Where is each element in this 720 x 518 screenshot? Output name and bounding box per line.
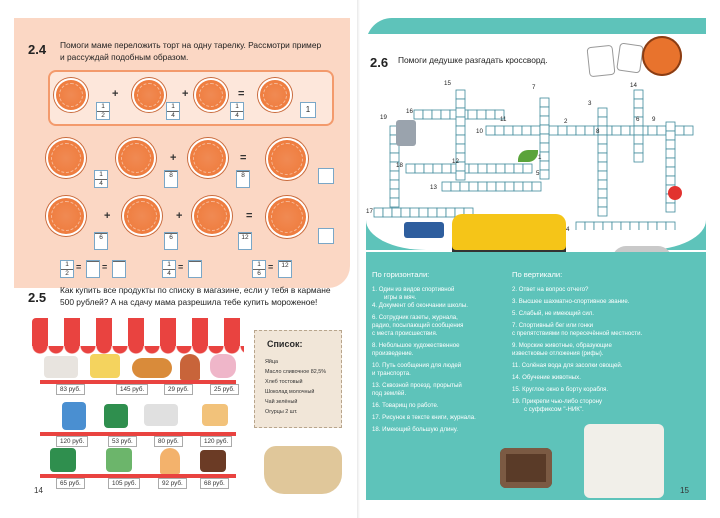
plus-sign: +: [170, 152, 177, 164]
horizontal-clue-line: 8. Небольшое художественное: [372, 342, 460, 349]
fraction-box[interactable]: [86, 260, 100, 278]
vertical-clue-line: 14. Обучение животных.: [512, 374, 581, 381]
crossword-number: 2: [564, 118, 568, 125]
horizontal-clue-line: 1. Один из видов спортивной: [372, 286, 455, 293]
horizontal-clue-line: радио, посылающий сообщения: [372, 322, 464, 329]
pie-icon: [46, 196, 86, 236]
fraction-box[interactable]: [188, 260, 202, 278]
fraction-box[interactable]: 6: [164, 232, 178, 250]
fraction-box[interactable]: 12: [238, 232, 252, 250]
pie-icon: [192, 196, 232, 236]
horizontal-clue-line: 18. Имеющий большую длину.: [372, 426, 458, 433]
calculator-icon: [396, 120, 416, 146]
task-2-6-badge: 2.6: [370, 55, 389, 70]
fraction-box[interactable]: [112, 260, 126, 278]
pie-icon: [188, 138, 228, 178]
answer-box[interactable]: 1: [300, 102, 316, 118]
crossword-number: 19: [380, 114, 387, 121]
shopping-list-item: Хлеб тостовый: [265, 379, 303, 385]
task-2-4-badge: 2.4: [28, 42, 47, 57]
equals-sign: =: [102, 262, 108, 272]
fraction-box[interactable]: 12: [278, 260, 292, 278]
horizontal-title: По горизонтали:: [372, 270, 430, 279]
bread-icon: [132, 358, 172, 378]
price-tag: 53 руб.: [108, 436, 137, 447]
shop-awning: [32, 318, 244, 346]
task-2-5-line2: 500 рублей? А на сдачу мама разрешила тебе купить мороженое!: [60, 296, 318, 307]
pie-icon: [194, 78, 228, 112]
vertical-clue-line: 15. Круглое окно в борту корабля.: [512, 386, 609, 393]
shopping-list-title: Список:: [267, 339, 303, 349]
task-2-5-text: [60, 285, 344, 308]
price-tag: 68 руб.: [200, 478, 229, 489]
fraction-box: $\frac{1}{2}$: [96, 102, 110, 120]
right-page-number: 15: [680, 486, 689, 495]
vertical-clue-line: 11. Солёная вода для засолки овощей.: [512, 362, 623, 369]
paper-note-icon: [616, 42, 644, 73]
price-tag: 120 руб.: [56, 436, 88, 447]
answer-box[interactable]: [318, 228, 334, 244]
vertical-clue-line: 7. Спортивный бег или гонки: [512, 322, 594, 329]
horizontal-clue-line: и транспорта.: [372, 370, 411, 377]
butter-icon: [90, 354, 120, 378]
crossword-number: 6: [636, 116, 640, 123]
price-tag: 65 руб.: [56, 478, 85, 489]
eggs-icon: [144, 404, 178, 426]
plus-sign: +: [176, 210, 183, 222]
green-tea-icon: [50, 448, 76, 472]
fraction-box: $\frac{1}{4}$: [162, 260, 176, 278]
equals-sign: =: [240, 152, 247, 164]
task-2-4-line1: Помоги маме переложить торт на одну тарелку. Рассмотри пример: [60, 40, 322, 50]
pie-icon: [122, 196, 162, 236]
pie-icon: [266, 196, 308, 238]
horizontal-clue-line: 10. Путь сообщения для людей: [372, 362, 462, 369]
bread-icon: [202, 404, 228, 426]
tv-icon: [500, 448, 552, 488]
left-page-number: 14: [34, 486, 43, 495]
shopping-list-item: Огурцы 2 шт.: [265, 409, 298, 415]
cucumber-icon: [106, 448, 132, 472]
crossword-number: 7: [532, 84, 536, 91]
plus-sign: +: [104, 210, 111, 222]
vertical-title: По вертикали:: [512, 270, 563, 279]
crossword-number: 9: [652, 116, 656, 123]
vertical-clue-line: 9. Морские животные, образующие: [512, 342, 612, 349]
price-tag: 105 руб.: [108, 478, 140, 489]
horizontal-clue-line: произведение.: [372, 350, 414, 357]
ice-cream-icon: [160, 448, 180, 474]
pie-icon: [132, 78, 166, 112]
vertical-clue-line: с препятствиями по пересечённой местности.: [512, 330, 643, 337]
equals-sign: =: [76, 262, 82, 272]
vertical-clue-line: с суффиксом "-НИК".: [524, 406, 584, 413]
basketball-icon: [642, 36, 682, 76]
crossword-number: 15: [444, 80, 451, 87]
apple-icon: [668, 186, 682, 200]
equals-sign: =: [246, 210, 253, 222]
crossword-number: 13: [430, 184, 437, 191]
task-2-4-line2: и рассуждай подобным образом.: [60, 51, 189, 62]
fraction-box: $\frac{1}{4}$: [230, 102, 244, 120]
crossword-number: 1: [538, 154, 542, 161]
eggs-icon: [44, 356, 78, 378]
school-bus-icon: [452, 214, 566, 256]
horizontal-clue-line: 17. Рисунок в тексте книги, журнала.: [372, 414, 476, 421]
price-tag: 120 руб.: [200, 436, 232, 447]
vertical-clue-line: 19. Прикрепи чью-либо сторону: [512, 398, 603, 405]
price-tag: 92 руб.: [158, 478, 187, 489]
pie-icon: [266, 138, 308, 180]
horizontal-clue-line: 6. Сотрудник газеты, журнала,: [372, 314, 458, 321]
task-2-6-text: Помоги дедушке разгадать кроссворд.: [398, 55, 548, 65]
green-tea-icon: [104, 404, 128, 428]
crossword-number: 18: [396, 162, 403, 169]
ice-cream-icon: [180, 354, 200, 380]
fraction-box: $\frac{1}{4}$: [166, 102, 180, 120]
shop-awning-edge: [32, 346, 244, 356]
fraction-box[interactable]: $\frac{1}{4}$: [94, 170, 108, 188]
fraction-box: $\frac{1}{6}$: [252, 260, 266, 278]
horizontal-clue-line: под землёй.: [372, 390, 407, 397]
answer-box[interactable]: [318, 168, 334, 184]
horizontal-clue-line: 16. Товарищ по работе.: [372, 402, 439, 409]
horizontal-clue-line: 4. Документ об окончании школы.: [372, 302, 468, 309]
task-2-5-badge: 2.5: [28, 290, 47, 305]
crossword-number: 11: [500, 116, 507, 123]
fraction-box[interactable]: 8: [164, 170, 178, 188]
crossword-number: 17: [366, 208, 373, 215]
price-tag: 80 руб.: [154, 436, 183, 447]
fraction-box[interactable]: 6: [94, 232, 108, 250]
task-2-5-line1: Как купить все продукты по списку в магазине, если у тебя в кармане: [60, 285, 331, 295]
chocolate-icon: [200, 450, 226, 472]
pie-icon: [116, 138, 156, 178]
equals-sign: =: [178, 262, 184, 272]
plus-sign: +: [182, 88, 189, 100]
crossword-number: 5: [536, 170, 540, 177]
horizontal-clue-line: с места происшествия.: [372, 330, 438, 337]
shopping-list-item: Масло сливочное 82,5%: [265, 369, 327, 375]
milk-icon: [62, 402, 86, 430]
equals-sign: =: [238, 88, 245, 100]
price-tag: 29 руб.: [164, 384, 193, 395]
pie-icon: [54, 78, 88, 112]
vertical-clue-line: известковые отложения (рифы).: [512, 350, 604, 357]
shopping-list-card: [254, 330, 342, 428]
horizontal-clue-line: 13. Сквозной проезд, прорытый: [372, 382, 462, 389]
shopping-list-item: Чай зелёный: [265, 399, 298, 405]
shopping-list-item: Яйца: [265, 359, 278, 365]
price-tag: 145 руб.: [116, 384, 148, 395]
fraction-box[interactable]: 8: [236, 170, 250, 188]
vertical-clue-line: 5. Слабый, не имеющий сил.: [512, 310, 594, 317]
crossword-number: 4: [566, 226, 570, 233]
paper-note-icon: [587, 45, 616, 78]
horizontal-clue-line: игры в мяч.: [384, 294, 417, 301]
grandpa-with-newspaper-icon: [584, 424, 664, 498]
crossword-number: 16: [406, 108, 413, 115]
crossword-number: 10: [476, 128, 483, 135]
crossword-number: 12: [452, 158, 459, 165]
crossword-number: 3: [588, 100, 592, 107]
shop-illustration: [32, 318, 244, 498]
graduation-cap-icon: [404, 222, 444, 238]
crossword-number: 14: [630, 82, 637, 89]
fraction-box: $\frac{1}{2}$: [60, 260, 74, 278]
vertical-clue-line: 3. Высшее шахматно-спортивное звание.: [512, 298, 630, 305]
shopping-list-item: Шоколад молочный: [265, 389, 315, 395]
price-tag: 25 руб.: [210, 384, 239, 395]
pie-icon: [258, 78, 292, 112]
equals-sign: =: [268, 262, 274, 272]
price-tag: 83 руб.: [56, 384, 85, 395]
ice-cream-icon: [210, 354, 236, 378]
task-2-4-text: [60, 40, 344, 63]
pie-icon: [46, 138, 86, 178]
vertical-clue-line: 2. Ответ на вопрос отчего?: [512, 286, 589, 293]
crossword-number: 8: [596, 128, 600, 135]
plus-sign: +: [112, 88, 119, 100]
grocery-bag-icon: [264, 446, 342, 494]
